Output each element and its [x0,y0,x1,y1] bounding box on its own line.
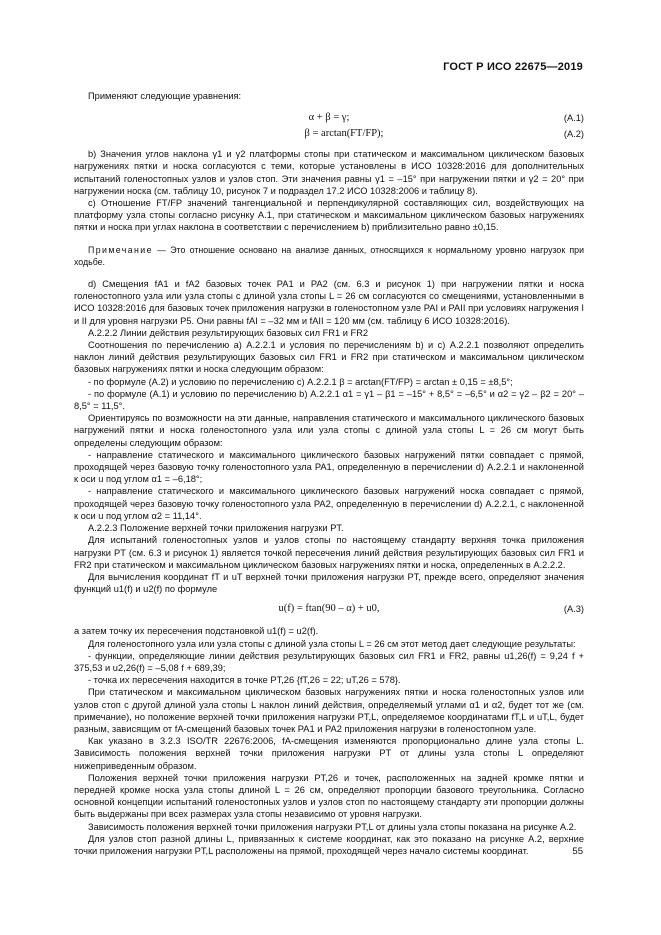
paragraph: Соотношения по перечислению а) А.2.2.1 и условия по перечислениям b) и c) А.2.2.1 позволяют определить наклон линий действия результирующих базовых сил FR1 и FR2 при статическом и максимальном циклическом базовых нагружениях пятки и носка следующим образом: [74,340,584,375]
section-heading: А.2.2.3 Положение верхней точки приложения нагрузки PT. [88,523,344,534]
section-heading: А.2.2.2 Линии действия результирующих базовых сил FR1 и FR2 [88,327,369,338]
paragraph: Для вычисления координат fT и uT верхней точки приложения нагрузки PT, прежде всего, определяют значения функций u1(f) и u2(f) по формуле [74,571,584,595]
equation-a3 [74,603,584,617]
paragraph: b) Значения углов наклона γ1 и γ2 платформы стопы при статическом и максимальном циклическом базовых нагружениях пятки и носка согласуются с теми, которые установлены в ИСО 10328:2016 для дополнительных испытаний голеностопных узлов и узлов стоп. Эти значения равны γ1 = –15° при нагружении пятки и γ2 = 20° при нагружении носка (см. таблицу 10, рисунок 7 и подраздел 17.2 ИСО 10328:2006 и таблицу 8). [74,149,584,196]
list-item: - направление статического и максимального циклического базовых нагружений пятки совпадает с прямой, проходящей через базовую точку голеностопного узла PA1, определенную в перечислении d) А.2.2.1 и наклоненной к оси u под углом α1 = –6,18°; [74,449,584,485]
paragraph: d) Смещения fA1 и fA2 базовых точек PA1 и PA2 (см. 6.3 и рисунок 1) при нагружении пятки и носка голеностопного узла или узла стопы с длиной узла стопы L = 26 см согласуются со смещениями, установленными в ИСО 10328:2016 для базовых точек приложения нагрузки в голеностопном узле PAI и PAII при условиях нагружения I и II для уровня нагрузки P5. Они равны fAI = –32 мм и fAII = 120 мм (см. таблицу 6 ИСО 10328:2016). [74,279,584,326]
document-body [74,90,584,857]
note-label: Примечание [88,244,153,255]
equation-a1 [74,112,584,126]
list-item: - по формуле (А.2) и условию по перечислению c) А.2.2.1 β = arctan(FT/FP) = arctan ± 0,15 = ±8,5°; [88,376,513,387]
paragraph: Ориентируясь по возможности на эти данные, направления статического и максимального циклического базовых нагружений пятки и носка голеностопного узла или узла стопы с длиной узла стопы L = 26 см могут быть определены следующим образом: [74,413,584,448]
page-number: 55 [572,846,583,857]
equation-number: (А.3) [563,604,584,615]
paragraph: Для голеностопного узла или узла стопы с длиной узла стопы L = 26 см этот метод дает следующие результаты: [88,638,576,649]
paragraph: а затем точку их пересечения подстановкой u1(f) = u2(f). [74,626,319,637]
paragraph: Для узлов стоп разной длины L, привязанных к системе координат, как это показано на рисунке А.2, верхние точки приложения нагрузки PT,L расположены на прямой, проходящей через начало системы координат. [74,833,584,856]
paragraph: Положения верхней точки приложения нагрузки PT,26 и точек, расположенных на задней кромке пятки и передней кромке носка узла стопы длиной L = 26 см, определяют пропорции базового треугольника. Согласно основной концепции испытаний голеностопных узлов и узлов стоп по настоящему стандарту эти пропорции должны быть выдержаны при всех размерах узла стопы независимо от уровня нагрузки. [74,772,584,820]
note [74,244,584,268]
paragraph: c) Отношение FT/FP значений тангенциальной и перпендикулярной составляющих сил, воздействующих на платформу узла стопы согласно рисунку А.1, при статическом и максимальном циклическом базовых нагружениях пятки и носка при углах наклона в соответствии с перечислением b) приблизительно равно ±0,15. [74,198,584,233]
paragraph: При статическом и максимальном циклическом базовых нагружениях пятки и носка голеностопных узлов или узлов стоп с другой длиной узла стопы L наклон линий действия, определяемый углами α1 и α2, будет тот же (см. примечание), но положение верхней точки приложения нагрузки PT,L, определяемое координатами fT,L и uT,L, будет разным, зависящим от fA-смещений базовых точек PA1 и PA2 приложения нагрузки в голеностопном узле. [74,687,584,734]
paragraph: Применяют следующие уравнения: [88,91,242,101]
list-item: - по формуле (А.1) и условию по перечислению b) А.2.2.1 α1 = γ1 – β1 = –15° + 8,5° = –6,5° и α2 = γ2 – β2 = 20° – 8,5° = 11,5°. [74,388,584,412]
equation-a2 [74,128,584,142]
paragraph: Для испытаний голеностопных узлов и узлов стопы по настоящему стандарту верхняя точка приложения нагрузки PT (см. 6.3 и рисунок 1) является точкой пересечения линий действия результирующих базовых сил FR1 и FR2 при статическом и максимальном циклическом базовых нагружениях пятки и носка, определенных в А.2.2.2. [74,535,584,570]
paragraph: Как указано в 3.2.3 ISO/TR 22676:2006, fA-смещения изменяются пропорционально длине узла стопы L. Зависимость положения верхней точки приложения нагрузки PT от длины узла стопы L определяют нижеприведенным образом. [74,736,584,771]
list-item: - функции, определяющие линии действия результирующих базовых сил FR1 и FR2, равны u1,26(f) = 9,24 f + 375,53 и u2,26(f) = –5,08 f + 689,39; [74,650,584,673]
list-item: - точка их пересечения находится в точке PT,26 {fT,26 = 22; uT,26 = 578}. [88,675,401,686]
equation-formula: β = arctan(FT/FP); [304,128,384,140]
equation-formula: α + β = γ; [308,112,350,124]
list-item: - направление статического и максимального циклического базовых нагружений носка совпадает с прямой, проходящей через базовую точку голеностопного узла PA2, определенную в перечислении d) А.2.2.1, с наклоненной к оси u под углом α2 = 11,14°. [74,486,584,521]
equation-number: (А.2) [563,129,584,140]
paragraph: Зависимость положения верхней точки приложения нагрузки PT,L от длины узла стопы показана на рисунке А.2. [88,821,577,832]
note-text: — Это отношение основано на анализе данных, относящихся к нормальному уровню нагрузок при ходьбе. [74,244,584,267]
standard-header: ГОСТ Р ИСО 22675—2019 [443,61,583,73]
equation-number: (А.1) [563,113,584,124]
equation-formula: u(f) = ftan(90 – α) + u0, [278,603,380,615]
